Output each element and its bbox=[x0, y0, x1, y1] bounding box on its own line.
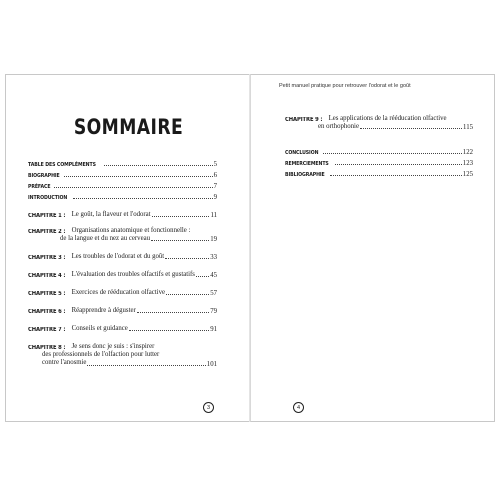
dot-leader bbox=[73, 198, 213, 199]
toc-entry-page: 7 bbox=[213, 183, 217, 190]
toc-entry-label: BIBLIOGRAPHIE bbox=[285, 172, 325, 178]
toc-entry-label: BIOGRAPHIE bbox=[28, 173, 60, 179]
chapter-title: Réapprendre à déguster bbox=[71, 307, 136, 314]
toc-entry-biographie bbox=[28, 172, 217, 179]
dot-leader bbox=[137, 312, 209, 313]
toc-entry-page: 5 bbox=[213, 161, 217, 168]
chapter-title: Les applications de la rééducation olfactive bbox=[328, 115, 447, 122]
dot-leader bbox=[165, 258, 209, 259]
chapter-title-cont: de la langue et du nez au cerveau bbox=[60, 235, 151, 243]
chapter-title: Je sens donc je suis : s'inspirer bbox=[71, 343, 155, 350]
dot-leader bbox=[152, 216, 210, 217]
toc-chapter-6 bbox=[28, 307, 217, 315]
chapter-title-cont: en orthophonie bbox=[318, 123, 359, 131]
dot-leader bbox=[129, 330, 209, 331]
toc-chapter-8 bbox=[28, 343, 217, 368]
dot-leader bbox=[323, 153, 462, 154]
chapter-title: Le goût, la flaveur et l'odorat bbox=[71, 211, 151, 218]
toc-chapter-9 bbox=[285, 115, 473, 131]
toc-entry-bibliographie bbox=[285, 171, 473, 178]
chapter-label: CHAPITRE 1 : bbox=[28, 213, 66, 220]
dot-leader bbox=[166, 294, 209, 295]
toc-entry-label: TABLE DES COMPLÉMENTS bbox=[28, 162, 96, 168]
chapter-page: 19 bbox=[210, 236, 217, 244]
dot-leader bbox=[104, 165, 212, 166]
right-page bbox=[250, 74, 495, 422]
toc-entry-page: 125 bbox=[462, 171, 473, 178]
dot-leader bbox=[196, 276, 209, 277]
toc-chapter-1 bbox=[28, 211, 217, 219]
dot-leader bbox=[54, 187, 213, 188]
chapter-label: CHAPITRE 6 : bbox=[28, 309, 66, 316]
toc-chapter-2 bbox=[28, 227, 217, 243]
toc-entry-introduction bbox=[28, 194, 217, 201]
toc-entry-label: CONCLUSION bbox=[285, 150, 319, 156]
chapter-page: 115 bbox=[463, 124, 473, 132]
running-head: Petit manuel pratique pour retrouver l'odorat et le goût bbox=[279, 83, 411, 89]
dot-leader bbox=[151, 240, 209, 241]
chapter-label: CHAPITRE 8 : bbox=[28, 345, 66, 352]
toc-entry-conclusion bbox=[285, 149, 473, 156]
toc-entry-page: 122 bbox=[462, 149, 473, 156]
page-number: 3 bbox=[203, 402, 214, 413]
toc-entry-page: 6 bbox=[213, 172, 217, 179]
toc-entry-page: 123 bbox=[462, 160, 473, 167]
chapter-title-cont: des professionnels de l'olfaction pour lutter bbox=[42, 351, 160, 359]
chapter-page: 45 bbox=[210, 272, 217, 280]
toc-entry-remerciements bbox=[285, 160, 473, 167]
left-page bbox=[5, 74, 250, 422]
chapter-title-cont: contre l'anosmie bbox=[42, 359, 87, 367]
toc-entry-page: 9 bbox=[213, 194, 217, 201]
dot-leader bbox=[360, 128, 462, 129]
toc-entry-label: PRÉFACE bbox=[28, 184, 51, 190]
chapter-page: 91 bbox=[210, 326, 217, 334]
dot-leader bbox=[330, 175, 462, 176]
chapter-page: 101 bbox=[206, 360, 217, 368]
toc-chapter-5 bbox=[28, 289, 217, 297]
toc-entry-table-des-complements bbox=[28, 161, 217, 168]
toc-chapter-7 bbox=[28, 325, 217, 333]
toc-entry-label: INTRODUCTION bbox=[28, 195, 68, 201]
page-number: 4 bbox=[293, 402, 304, 413]
chapter-page: 33 bbox=[210, 254, 217, 262]
toc-chapter-3 bbox=[28, 253, 217, 261]
chapter-label: CHAPITRE 4 : bbox=[28, 273, 66, 280]
chapter-title: Exercices de rééducation olfactive bbox=[71, 289, 165, 296]
chapter-title: L'évaluation des troubles olfactifs et gustatifs bbox=[71, 271, 195, 278]
chapter-page: 11 bbox=[210, 212, 217, 220]
chapter-label: CHAPITRE 3 : bbox=[28, 255, 66, 262]
chapter-page: 79 bbox=[210, 308, 217, 316]
chapter-title: Conseils et guidance bbox=[71, 325, 128, 332]
dot-leader bbox=[64, 176, 212, 177]
book-spread bbox=[5, 74, 495, 422]
page-title: SOMMAIRE bbox=[73, 115, 184, 139]
chapter-label: CHAPITRE 7 : bbox=[28, 327, 66, 334]
chapter-page: 57 bbox=[210, 290, 217, 298]
chapter-title: Les troubles de l'odorat et du goût bbox=[71, 253, 165, 260]
toc-chapter-4 bbox=[28, 271, 217, 279]
toc-entry-label: REMERCIEMENTS bbox=[285, 161, 329, 167]
chapter-title: Organisations anatomique et fonctionnelle : bbox=[71, 227, 191, 234]
chapter-label: CHAPITRE 5 : bbox=[28, 291, 66, 298]
dot-leader bbox=[87, 365, 205, 366]
chapter-label: CHAPITRE 9 : bbox=[285, 117, 323, 124]
toc-entry-preface bbox=[28, 183, 217, 190]
chapter-label: CHAPITRE 2 : bbox=[28, 229, 66, 236]
dot-leader bbox=[335, 164, 462, 165]
